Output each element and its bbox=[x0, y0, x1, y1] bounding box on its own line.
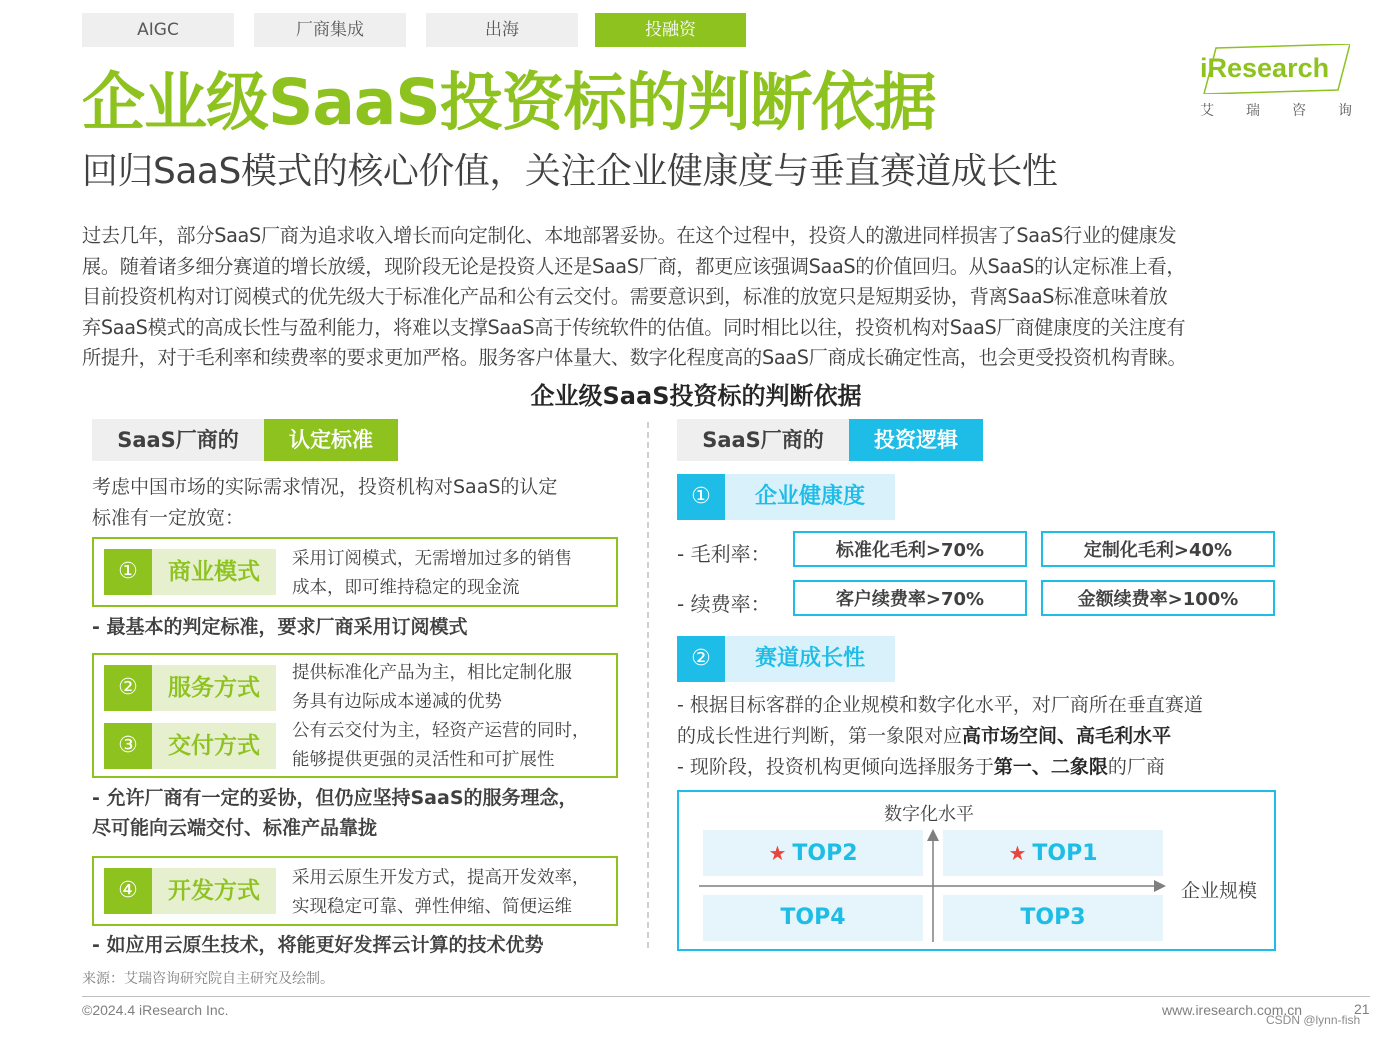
criterion-desc-line: 务具有边际成本递减的优势 bbox=[292, 692, 502, 712]
note-business-model: - 最基本的判定标准，要求厂商采用订阅模式 bbox=[92, 616, 468, 638]
section-number: ② bbox=[677, 636, 725, 682]
panel-divider bbox=[647, 422, 649, 948]
criterion-label bbox=[104, 723, 276, 769]
metric-standard-margin: 标准化毛利>70% bbox=[793, 531, 1027, 567]
growth-text-normal: 的成长性进行判断，第一象限对应 bbox=[677, 725, 963, 747]
left-lead-line: 标准有一定放宽： bbox=[92, 507, 245, 529]
figure-title: 企业级SaaS投资标的判断依据 bbox=[530, 382, 862, 410]
criterion-label bbox=[104, 549, 276, 595]
logo-cn-char: 询 bbox=[1338, 103, 1352, 119]
logo-cn-char: 艾 bbox=[1200, 103, 1214, 119]
quadrant-top-right bbox=[943, 830, 1163, 876]
quadrant-diagram bbox=[677, 790, 1276, 951]
website-link[interactable]: www.iresearch.com.cn bbox=[1162, 1002, 1303, 1018]
quadrant-bottom-right bbox=[943, 895, 1163, 941]
growth-text-bold: 高市场空间、高毛利水平 bbox=[962, 725, 1172, 747]
note-line: - 允许厂商有一定的妥协，但仍应坚持SaaS的服务理念， bbox=[92, 787, 578, 809]
copyright: ©2024.4 iResearch Inc. bbox=[82, 1002, 229, 1018]
metric-label-renewal: - 续费率： bbox=[677, 592, 771, 616]
right-header-highlight: 投资逻辑 bbox=[849, 419, 983, 461]
tab-aigc[interactable]: AIGC bbox=[82, 13, 234, 47]
section-name: 企业健康度 bbox=[754, 484, 865, 509]
criterion-box-service-delivery bbox=[92, 653, 618, 778]
note-line: 尽可能向云端交付、标准产品靠拢 bbox=[92, 817, 378, 839]
growth-text-bold: 第一、二象限 bbox=[993, 756, 1108, 778]
logo-text: iResearch bbox=[1200, 53, 1330, 83]
criterion-desc bbox=[292, 864, 612, 922]
intro-line: 目前投资机构对订阅模式的优先级大于标准化产品和公有云交付。需要意识到，标准的放宽只是短期妥协，背离SaaS标准意味着放 bbox=[82, 285, 1168, 308]
quadrant-label: TOP2 bbox=[792, 841, 858, 866]
criterion-desc-line: 能够提供更强的灵活性和可扩展性 bbox=[292, 750, 555, 770]
page-title: 企业级SaaS投资标的判断依据 bbox=[82, 66, 936, 139]
section-number: ① bbox=[677, 474, 725, 520]
criterion-name: 商业模式 bbox=[168, 559, 260, 585]
page-subtitle: 回归SaaS模式的核心价值，关注企业健康度与垂直赛道成长性 bbox=[82, 151, 1058, 192]
criterion-desc-line: 采用云原生开发方式，提高开发效率， bbox=[292, 868, 590, 888]
quadrant-top-left bbox=[703, 830, 923, 876]
criterion-desc bbox=[292, 717, 612, 775]
criterion-name: 交付方式 bbox=[168, 733, 260, 759]
growth-line bbox=[677, 752, 1287, 783]
intro-line: 弃SaaS模式的高成长性与盈利能力，将难以支撑SaaS高于传统软件的估值。同时相比以往，投资机构对SaaS厂商健康度的关注度有 bbox=[82, 315, 1186, 339]
quadrant-label: TOP3 bbox=[1020, 905, 1086, 930]
quadrant-bottom-left bbox=[703, 895, 923, 941]
metric-revenue-renewal: 金额续费率>100% bbox=[1041, 580, 1275, 616]
growth-line: - 根据目标客群的企业规模和数字化水平，对厂商所在垂直赛道 bbox=[677, 694, 1203, 716]
growth-text-normal: - 现阶段，投资机构更倾向选择服务于 bbox=[677, 756, 994, 778]
criterion-name: 服务方式 bbox=[168, 675, 260, 701]
tab-investment[interactable]: 投融资 bbox=[595, 13, 746, 47]
section-name: 赛道成长性 bbox=[754, 646, 865, 671]
criterion-desc-line: 采用订阅模式，无需增加过多的销售 bbox=[292, 549, 572, 569]
section-track-growth bbox=[677, 636, 895, 682]
criterion-desc-line: 实现稳定可靠、弹性伸缩、简便运维 bbox=[292, 897, 572, 917]
source-note: 来源：艾瑞咨询研究院自主研究及绘制。 bbox=[82, 971, 334, 987]
growth-text-normal: 的厂商 bbox=[1107, 756, 1165, 778]
logo-cn-char: 咨 bbox=[1292, 103, 1306, 119]
intro-paragraph bbox=[82, 221, 1327, 374]
x-axis-label: 企业规模 bbox=[1181, 880, 1258, 902]
right-header-prefix: SaaS厂商的 bbox=[677, 419, 849, 461]
logo-cn bbox=[1200, 100, 1352, 120]
star-icon: ★ bbox=[768, 841, 787, 865]
left-lead-line: 考虑中国市场的实际需求情况，投资机构对SaaS的认定 bbox=[92, 476, 558, 498]
left-lead-text bbox=[92, 472, 622, 534]
page-number: 21 bbox=[1354, 1001, 1370, 1017]
intro-line: 展。随着诸多细分赛道的增长放缓，现阶段无论是投资人还是SaaS厂商，都更应该强调SaaS的价值回归。从SaaS的认定标准上看， bbox=[82, 254, 1186, 278]
intro-line: 过去几年，部分SaaS厂商为追求收入增长而向定制化、本地部署妥协。在这个过程中，投资人的激进同样损害了SaaS行业的健康发 bbox=[82, 224, 1177, 247]
y-axis-label: 数字化水平 bbox=[884, 804, 974, 825]
criterion-box-business-model bbox=[92, 537, 618, 607]
watermark: CSDN @lynn-fish bbox=[1266, 1013, 1361, 1027]
criterion-label bbox=[104, 868, 276, 914]
growth-text bbox=[677, 690, 1287, 783]
metric-custom-margin: 定制化毛利>40% bbox=[1041, 531, 1275, 567]
tab-overseas[interactable]: 出海 bbox=[426, 13, 578, 47]
criterion-desc bbox=[292, 659, 612, 717]
left-header-prefix: SaaS厂商的 bbox=[92, 419, 264, 461]
logo-cn-char: 瑞 bbox=[1246, 103, 1260, 119]
metric-label-gross-margin: - 毛利率： bbox=[677, 542, 771, 566]
growth-line bbox=[677, 721, 1287, 752]
quadrant-label: TOP1 bbox=[1032, 841, 1098, 866]
footer-divider bbox=[82, 996, 1370, 997]
quadrant-label: TOP4 bbox=[780, 905, 846, 930]
criterion-desc bbox=[292, 545, 612, 603]
section-enterprise-health bbox=[677, 474, 895, 520]
criterion-number: ③ bbox=[104, 723, 152, 769]
criterion-desc-line: 公有云交付为主，轻资产运营的同时， bbox=[292, 721, 590, 741]
note-development: - 如应用云原生技术，将能更好发挥云计算的技术优势 bbox=[92, 934, 544, 956]
criterion-number: ② bbox=[104, 665, 152, 711]
tab-vendor-integration[interactable]: 厂商集成 bbox=[254, 13, 406, 47]
criterion-name: 开发方式 bbox=[168, 878, 260, 904]
note-service-delivery bbox=[92, 783, 578, 843]
criterion-label bbox=[104, 665, 276, 711]
criterion-desc-line: 提供标准化产品为主，相比定制化服 bbox=[292, 663, 572, 683]
left-header-highlight: 认定标准 bbox=[264, 419, 398, 461]
star-icon: ★ bbox=[1008, 841, 1027, 865]
criterion-box-development bbox=[92, 856, 618, 926]
intro-line: 所提升，对于毛利率和续费率的要求更加严格。服务客户体量大、数字化程度高的SaaS厂商成长确定性高，也会更受投资机构青睐。 bbox=[82, 346, 1187, 369]
criterion-number: ① bbox=[104, 549, 152, 595]
criterion-desc-line: 成本，即可维持稳定的现金流 bbox=[292, 578, 520, 598]
criterion-number: ④ bbox=[104, 868, 152, 914]
metric-customer-renewal: 客户续费率>70% bbox=[793, 580, 1027, 616]
